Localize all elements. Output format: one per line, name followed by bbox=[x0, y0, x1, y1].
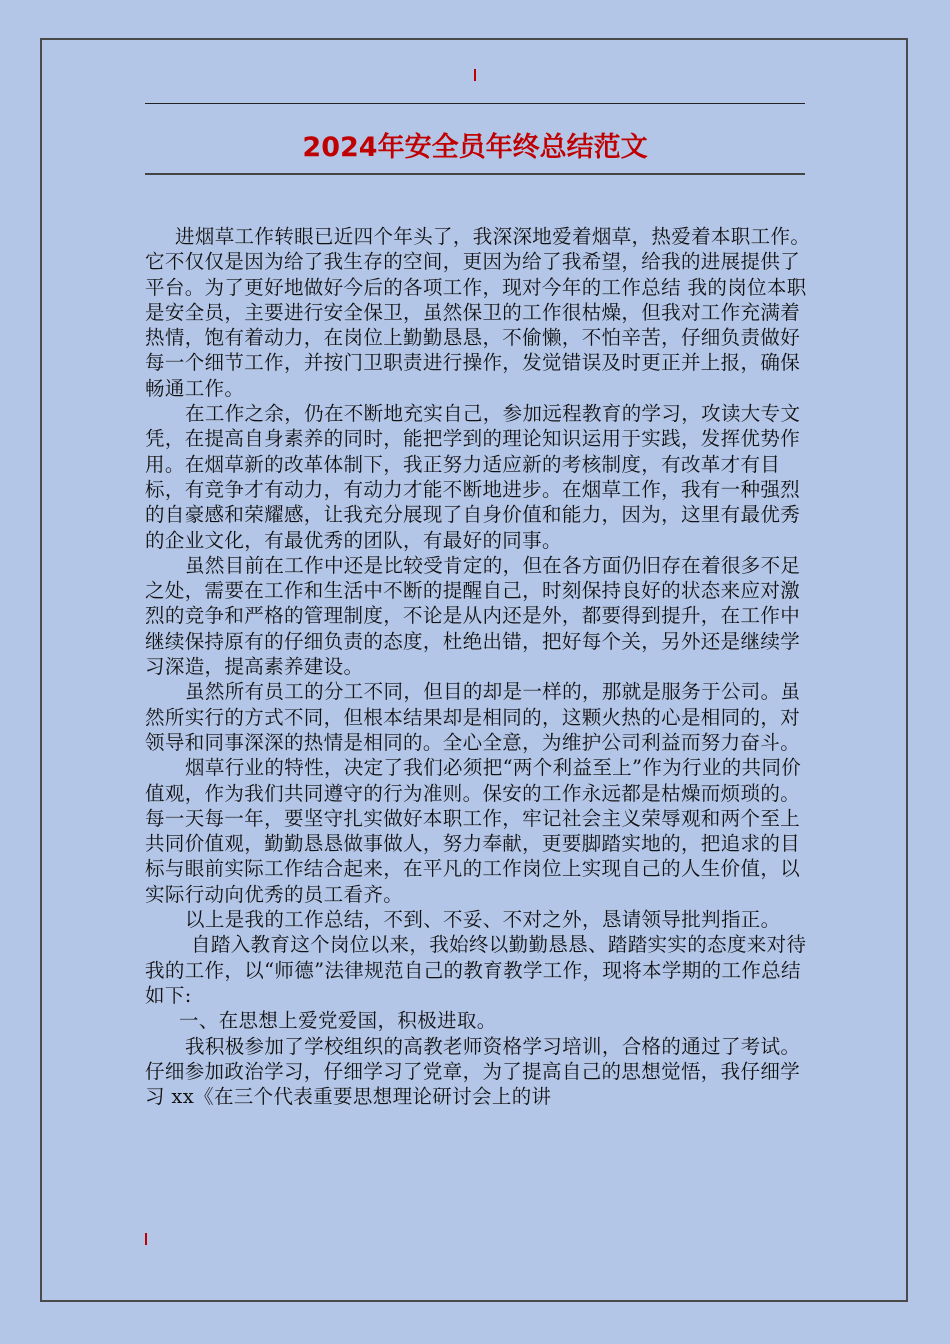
document-title: 2024年安全员年终总结范文 bbox=[302, 132, 648, 163]
paragraph-3: 虽然目前在工作中还是比较受肯定的，但在各方面仍旧存在着很多不足之处，需要在工作和生活中不断的提醒自己，时刻保持良好的状态来应对激烈的竞争和严格的管理制度，不论是从内还是外，都要得到提升，在工作中继续保持原有的仔细负责的态度，杜绝出错，把好每个关，另外还是继续学习深造，提高素养建设。 bbox=[145, 553, 801, 679]
paragraph-7: 自踏入教育这个岗位以来，我始终以勤勤恳恳、踏踏实实的态度来对待我的工作，以“师德”法律规范自己的教育教学工作，现将本学期的工作总结如下: bbox=[145, 933, 807, 1007]
section-heading: 一、在思想上爱党爱国，积极进取。 bbox=[179, 1009, 497, 1033]
bottom-margin-mark bbox=[145, 1233, 147, 1245]
header-rule bbox=[145, 103, 805, 104]
paragraph-1: 进烟草工作转眼已近四个年头了，我深深地爱着烟草，热爱着本职工作。它不仅仅是因为给了我生存的空间，更因为给了我希望，给我的进展提供了平台。为了更好地做好今后的各项工作，现对今年的工作总结 我的岗位本职是安全员，主要进行安全保卫，虽然保卫的工作很枯燥，但我对工作充满着热情，饱有着动力，在岗位上勤勤恳恳，不偷懒，不怕辛苦，仔细负责做好每一个细节工作，并按门卫职责进行操作，发觉错误及时更正并上报，确保畅通工作。 bbox=[145, 225, 811, 400]
paragraph-5: 烟草行业的特性，决定了我们必须把“两个利益至上”作为行业的共同价值观，作为我们共同遵守的行为准则。保安的工作永远都是枯燥而烦琐的。每一天每一年，要坚守扎实做好本职工作，牢记社会主义荣辱观和两个至上共同价值观，勤勤恳恳做事做人，努力奉献，更要脚踏实地的，把追求的目标与眼前实际工作结合起来，在平凡的工作岗位上实现自己的人生价值，以实际行动向优秀的员工看齐。 bbox=[145, 756, 802, 906]
title-rule bbox=[145, 173, 805, 175]
paragraph-6: 以上是我的工作总结，不到、不妥、不对之外，恳请领导批判指正。 bbox=[185, 908, 781, 932]
paragraph-8: 我积极参加了学校组织的高教老师资格学习培训，合格的通过了考试。仔细参加政治学习，仔细学习了党章，为了提高自己的思想觉悟，我仔细学习 xx《在三个代表重要思想理论研讨会上的讲 bbox=[145, 1034, 801, 1109]
paragraph-2: 在工作之余，仍在不断地充实自己，参加远程教育的学习，攻读大专文凭，在提高自身素养的同时，能把学到的理论知识运用于实践，发挥优势作用。在烟草新的改革体制下，我正努力适应新的考核制度，有改革才有目标，有竞争才有动力，有动力才能不断地进步。在烟草工作，我有一种强烈的自豪感和荣耀感，让我充分展现了自身价值和能力，因为，这里有最优秀的企业文化，有最优秀的团队，有最好的同事。 bbox=[145, 402, 801, 552]
paragraph-4: 虽然所有员工的分工不同，但目的却是一样的，那就是服务于公司。虽然所实行的方式不同，但根本结果却是相同的，这颗火热的心是相同的，对领导和同事深深的热情是相同的。全心全意，为维护公司利益而努力奋斗。 bbox=[145, 680, 801, 754]
document-body bbox=[145, 224, 817, 1109]
top-margin-mark bbox=[474, 69, 476, 81]
